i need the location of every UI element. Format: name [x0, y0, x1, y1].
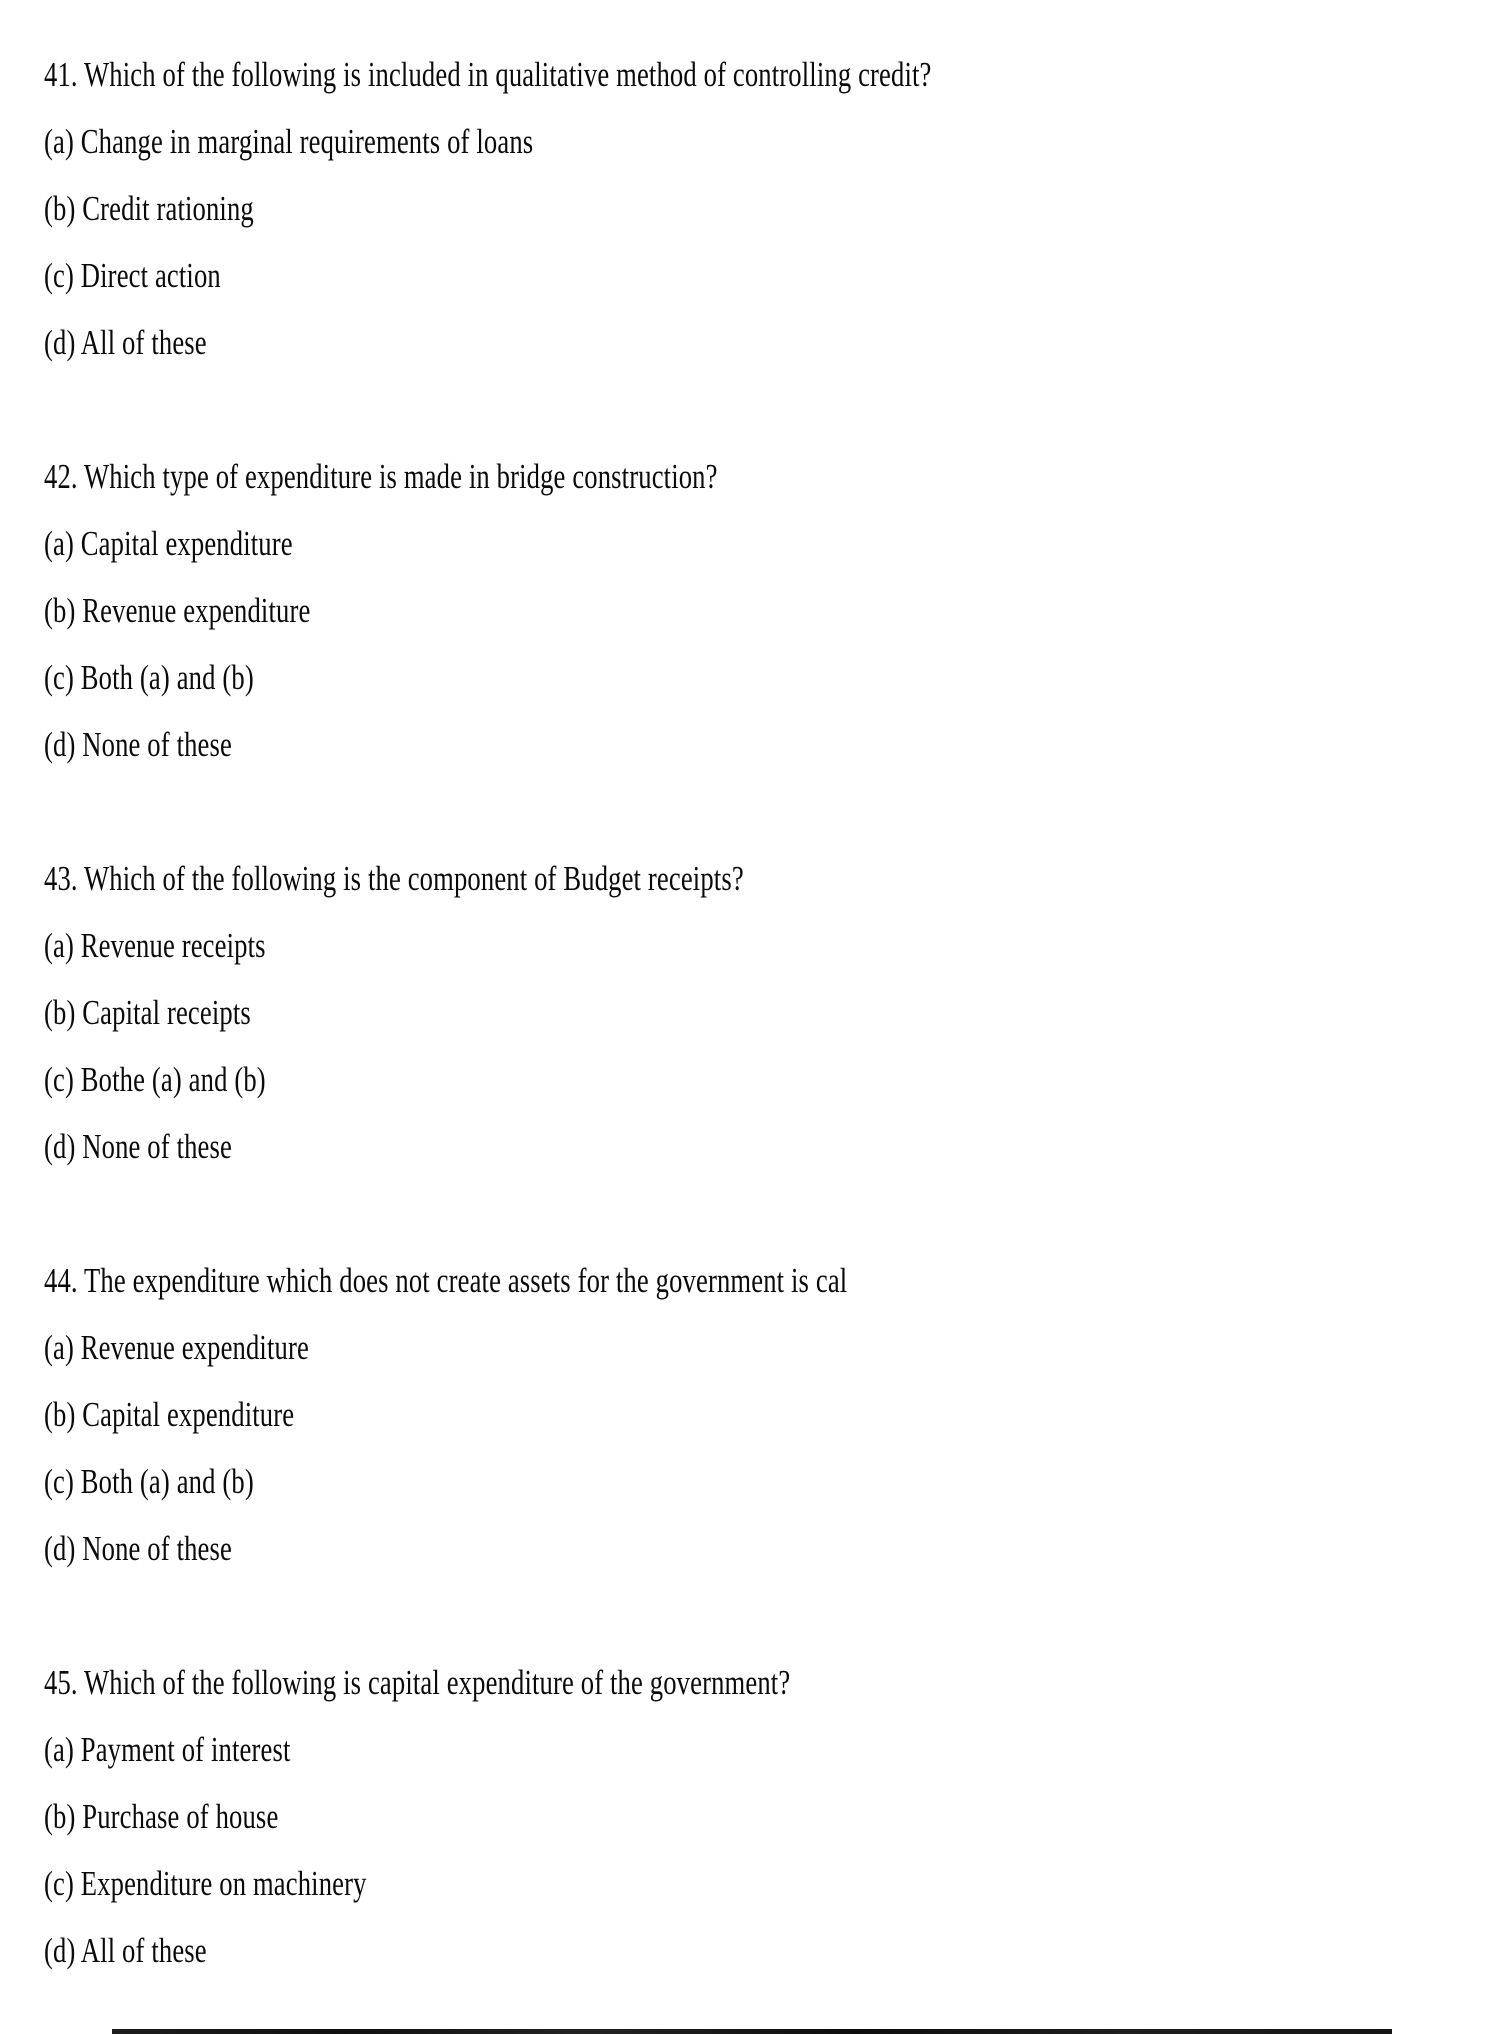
question-45-option-d: (d) All of these — [44, 1931, 207, 1970]
question-block-45 — [0, 1649, 1505, 1984]
question-43-option-d: (d) None of these — [44, 1127, 232, 1166]
question-41-option-a: (a) Change in marginal requirements of loans — [44, 122, 534, 161]
question-42-option-b: (b) Revenue expenditure — [44, 591, 311, 630]
question-42-option-c: (c) Both (a) and (b) — [44, 658, 254, 697]
question-42-text: 42. Which type of expenditure is made in bridge construction? — [44, 457, 718, 496]
question-42-option-d: (d) None of these — [44, 725, 232, 764]
question-block-44 — [0, 1247, 1505, 1582]
question-41-option-d: (d) All of these — [44, 323, 207, 362]
question-42-option-a: (a) Capital expenditure — [44, 524, 293, 563]
question-45-text: 45. Which of the following is capital expenditure of the government? — [44, 1663, 791, 1702]
question-41-option-b: (b) Credit rationing — [44, 189, 254, 228]
question-block-41 — [0, 41, 1505, 376]
question-44-option-d: (d) None of these — [44, 1529, 232, 1568]
question-block-43 — [0, 845, 1505, 1180]
question-43-option-b: (b) Capital receipts — [44, 993, 251, 1032]
question-45-option-a: (a) Payment of interest — [44, 1730, 291, 1769]
question-block-42 — [0, 443, 1505, 778]
question-44-text: 44. The expenditure which does not create assets for the government is cal — [44, 1261, 848, 1300]
question-43-option-a: (a) Revenue receipts — [44, 926, 266, 965]
cutoff-text-artifact — [112, 2029, 1392, 2034]
question-44-option-a: (a) Revenue expenditure — [44, 1328, 309, 1367]
question-44-option-c: (c) Both (a) and (b) — [44, 1462, 254, 1501]
question-43-option-c: (c) Bothe (a) and (b) — [44, 1060, 266, 1099]
question-45-option-c: (c) Expenditure on machinery — [44, 1864, 367, 1903]
question-43-text: 43. Which of the following is the component of Budget receipts? — [44, 859, 744, 898]
question-41-option-c: (c) Direct action — [44, 256, 221, 295]
question-44-option-b: (b) Capital expenditure — [44, 1395, 295, 1434]
question-41-text: 41. Which of the following is included in qualitative method of controlling credit? — [44, 55, 932, 94]
question-45-option-b: (b) Purchase of house — [44, 1797, 279, 1836]
